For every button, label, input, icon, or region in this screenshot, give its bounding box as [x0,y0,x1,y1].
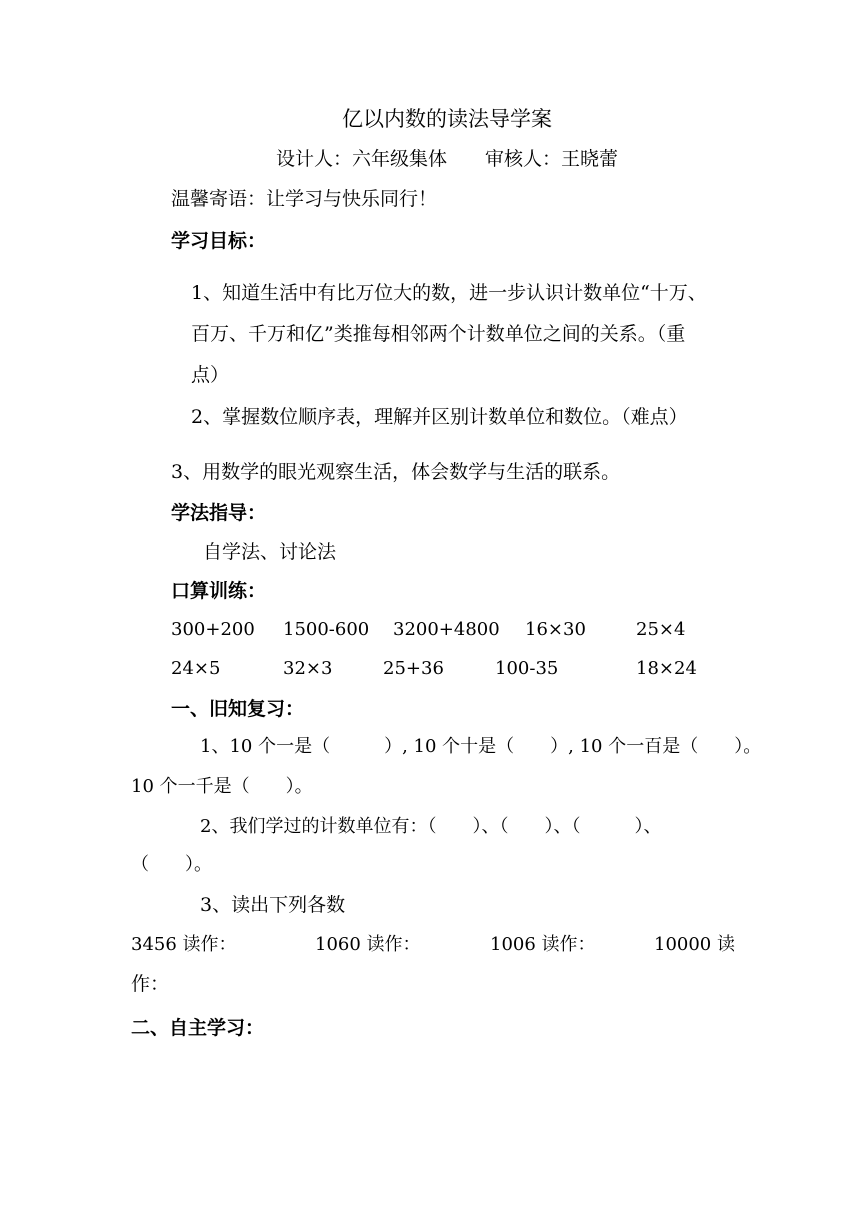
review-q1-line-1: 1、10 个一是（ ）, 10 个十是（ ）, 10 个一百是（ ）。 [200,736,762,757]
review-q3: 3、读出下列各数 [200,894,346,916]
oral-item: 100-35 [495,658,559,679]
review-q2-line-2: （ ）。 [131,854,212,875]
review-q1-line-2: 10 个一千是（ ）。 [131,776,313,797]
read-item: 1060 读作： [315,934,421,955]
goal-3: 3、用数学的眼光观察生活，体会数学与生活的联系。 [171,461,621,483]
oral-item: 32×3 [283,658,333,679]
oral-item: 25+36 [383,658,444,679]
oral-item: 18×24 [636,658,697,679]
oral-item: 24×5 [171,658,221,679]
review-q2-line-1: 2、我们学过的计数单位有：（ ）、（ ）、（ ）、 [200,816,662,837]
oral-item: 1500-600 [283,619,370,640]
oral-item: 25×4 [636,619,686,640]
page-title: 亿以内数的读法导学案 [342,107,552,131]
goal-2: 2、掌握数位顺序表，理解并区别计数单位和数位。（难点） [191,406,688,428]
read-tail: 作： [131,973,170,995]
oral-item: 3200+4800 [393,619,500,640]
method-heading: 学法指导： [171,502,267,524]
greeting-line: 温馨寄语：让学习与快乐同行！ [171,188,438,210]
read-item: 1006 读作： [490,934,596,955]
method-text: 自学法、讨论法 [203,541,337,563]
goal-1-line-3: 点） [191,364,230,386]
authors-line: 设计人：六年级集体 审核人：王晓蕾 [276,148,619,170]
review-heading: 一、旧知复习： [171,698,305,720]
self-study-heading: 二、自主学习： [131,1017,265,1039]
goal-1-line-1: 1、知道生活中有比万位大的数，进一步认识计数单位“十万、 [191,282,707,304]
read-item: 3456 读作： [131,934,237,955]
oral-item: 16×30 [525,619,586,640]
oral-heading: 口算训练： [171,580,267,602]
read-item: 10000 读 [654,934,735,955]
goal-1-line-2: 百万、千万和亿”类推每相邻两个计数单位之间的关系。（重 [191,323,686,345]
goals-heading: 学习目标： [171,230,267,252]
oral-item: 300+200 [171,619,255,640]
